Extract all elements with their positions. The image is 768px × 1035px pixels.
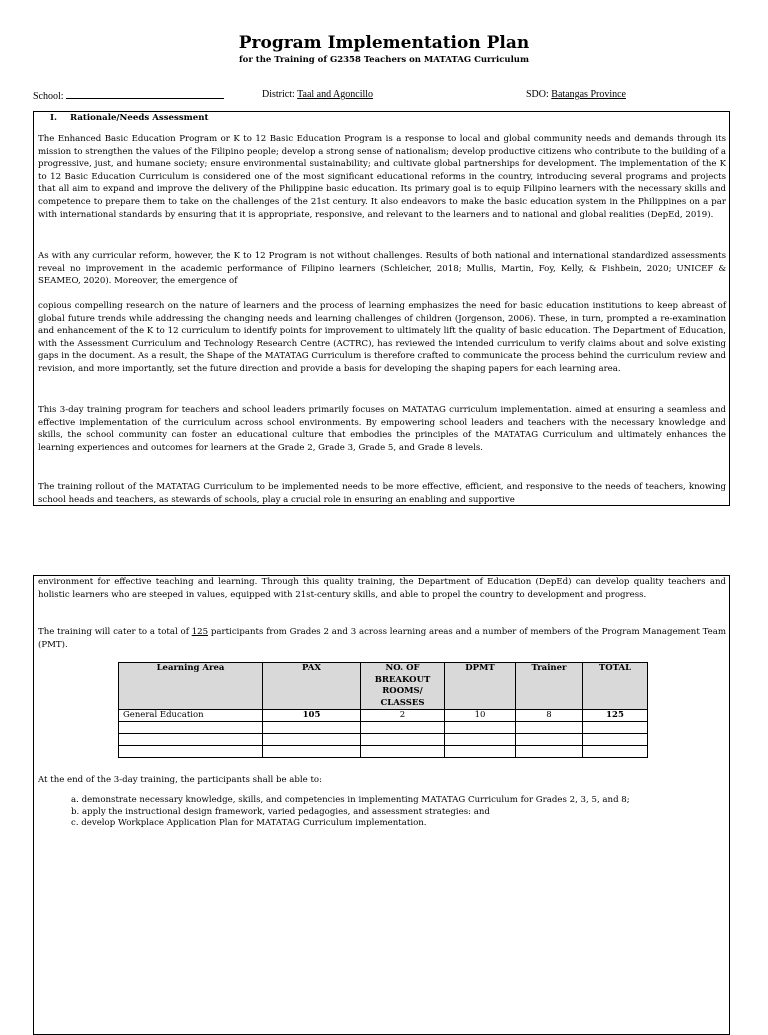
sdo-label: SDO: bbox=[526, 89, 549, 100]
table-cell: 105 bbox=[263, 710, 361, 722]
paragraph: This 3-day training program for teachers and school leaders primarily focuses on MATATAG curriculum implementation. aimed at ensuring a seamless and effective implementation of the curriculum across school environments. By empowering school leaders and teachers with the necessary knowledge and skills, the school community can foster an educational culture that embodies the principles of the MATATAG Curriculum and ultimately enhances the learning experiences and outcomes for learners at the Grade 2, Grade 3, Grade 5, and Grade 8 levels. bbox=[38, 405, 726, 453]
paragraph: copious compelling research on the nature of learners and the process of learning emphasizes the need for basic education institutions to keep abreast of global future trends while addressing the changing needs and learning challenges of children (Jorgenson, 2006). These, in turn, prompted a re-examination and enhancement of the K to 12 curriculum to identify points for improvement to ultimately lift the quality of basic education. The Department of Education, with the Assessment Curriculum and Technology Research Centre (ACTRC), has reviewed the intended curriculum to verify claims about and solve existing gaps in the document. As a result, the Shape of the MATATAG Curriculum is therefore crafted to communicate the process behind the curriculum review and revision, and more importantly, set the future direction and provide a basis for developing the shaping papers for each learning area. bbox=[38, 301, 726, 374]
table-row bbox=[119, 746, 648, 758]
paragraph: As with any curricular reform, however, the K to 12 Program is not without challenges. Results of both national and international standardized assessments reveal no improvement in the academic performance of Filipino learners (Schleicher, 2018; Mullis, Martin, Foy, Kelly, & Fishbein, 2020; UNICEF & SEAMEO, 2020). Moreover, the emergence of bbox=[38, 251, 726, 287]
list-item: a. demonstrate necessary knowledge, skills, and competencies in implementing MATATAG Curriculum for Grades 2, 3, 5, and 8; bbox=[71, 795, 630, 805]
table-cell bbox=[516, 722, 583, 734]
table-cell bbox=[516, 746, 583, 758]
table-row bbox=[119, 722, 648, 734]
table-row bbox=[119, 734, 648, 746]
list-item: c. develop Workplace Application Plan for MATATAG Curriculum implementation. bbox=[71, 818, 427, 828]
table-cell bbox=[263, 722, 361, 734]
table-cell bbox=[445, 746, 516, 758]
school-label: School: bbox=[33, 91, 64, 102]
page-subtitle: for the Training of G2358 Teachers on MATATAG Curriculum bbox=[239, 55, 529, 65]
sdo-value: Batangas Province bbox=[551, 89, 626, 100]
table-cell: 125 bbox=[583, 710, 648, 722]
table-row bbox=[119, 710, 648, 722]
table-cell bbox=[583, 722, 648, 734]
section-number: I. bbox=[50, 113, 58, 123]
school-field bbox=[33, 89, 224, 102]
table-cell bbox=[583, 734, 648, 746]
participants-paragraph: The training will cater to a total of 125 participants from Grades 2 and 3 across learning areas and a number of members of the Program Management Team (PMT). bbox=[38, 627, 726, 650]
page-title: Program Implementation Plan bbox=[238, 33, 530, 53]
table-cell: 10 bbox=[445, 710, 516, 722]
rationale-box bbox=[33, 111, 730, 506]
table-cell bbox=[516, 734, 583, 746]
table-cell bbox=[361, 746, 445, 758]
district-field bbox=[262, 89, 373, 100]
outcomes-list bbox=[71, 795, 630, 830]
table-header: TOTAL bbox=[583, 663, 648, 710]
table-header: PAX bbox=[263, 663, 361, 710]
school-value-line bbox=[66, 89, 224, 99]
table-cell bbox=[263, 734, 361, 746]
table-header: Trainer bbox=[516, 663, 583, 710]
table-cell bbox=[361, 734, 445, 746]
table-cell: General Education bbox=[119, 710, 263, 722]
participants-count: 125 bbox=[191, 627, 209, 637]
table-cell bbox=[263, 746, 361, 758]
section-title: Rationale/Needs Assessment bbox=[70, 113, 209, 123]
table-cell bbox=[361, 722, 445, 734]
paragraph: The Enhanced Basic Education Program or K to 12 Basic Education Program is a response to local and global community needs and demands through its mission to strengthen the values of the Filipino people; develop a strong sense of nationalism; develop productive citizens who contribute to the building of a progressive, just, and humane society; ensure environmental sustainability; and cultivate global partnerships for development. The implementation of the K to 12 Basic Education Curriculum is considered one of the most significant educational reforms in the country, introducing several programs and projects that all aim to expand and improve the delivery of the Philippine basic education. Its primary goal is to equip Filipino learners with the necessary skills and competence to prepare them to take on the challenges of the 21st century. It also endeavors to make the basic education system in the Philippines on a par with international standards by ensuring that it is appropriate, responsive, and relevant to the learners and to national and global realities (DepEd, 2019). bbox=[38, 134, 726, 220]
participants-table bbox=[118, 662, 648, 758]
table-cell bbox=[583, 746, 648, 758]
list-item: b. apply the instructional design framework, varied pedagogies, and assessment strategies: and bbox=[71, 806, 490, 817]
paragraph: The training rollout of the MATATAG Curriculum to be implemented needs to be more effective, efficient, and responsive to the needs of teachers, knowing school heads and teachers, as stewards of schools, play a crucial role in ensuring an enabling and supportive bbox=[38, 482, 726, 505]
table-cell bbox=[445, 722, 516, 734]
district-label: District: bbox=[262, 89, 295, 100]
table-cell bbox=[119, 734, 263, 746]
table-header: DPMT bbox=[445, 663, 516, 710]
outcomes-intro: At the end of the 3-day training, the participants shall be able to: bbox=[38, 775, 322, 785]
table-header: NO. OF BREAKOUT ROOMS/ CLASSES bbox=[361, 663, 445, 710]
table-cell: 2 bbox=[361, 710, 445, 722]
table-cell bbox=[119, 722, 263, 734]
page2-box bbox=[33, 575, 730, 1035]
section-heading bbox=[50, 113, 208, 123]
continuation-paragraph: environment for effective teaching and learning. Through this quality training, the Department of Education (DepEd) can develop quality teachers and holistic learners who are steeped in values, equipped with 21st-century skills, and able to propel the country to development and progress. bbox=[38, 577, 726, 600]
table-cell bbox=[119, 746, 263, 758]
table-header: Learning Area bbox=[119, 663, 263, 710]
sdo-field bbox=[526, 89, 626, 100]
table-cell bbox=[445, 734, 516, 746]
table-cell: 8 bbox=[516, 710, 583, 722]
district-value: Taal and Agoncillo bbox=[297, 89, 374, 100]
